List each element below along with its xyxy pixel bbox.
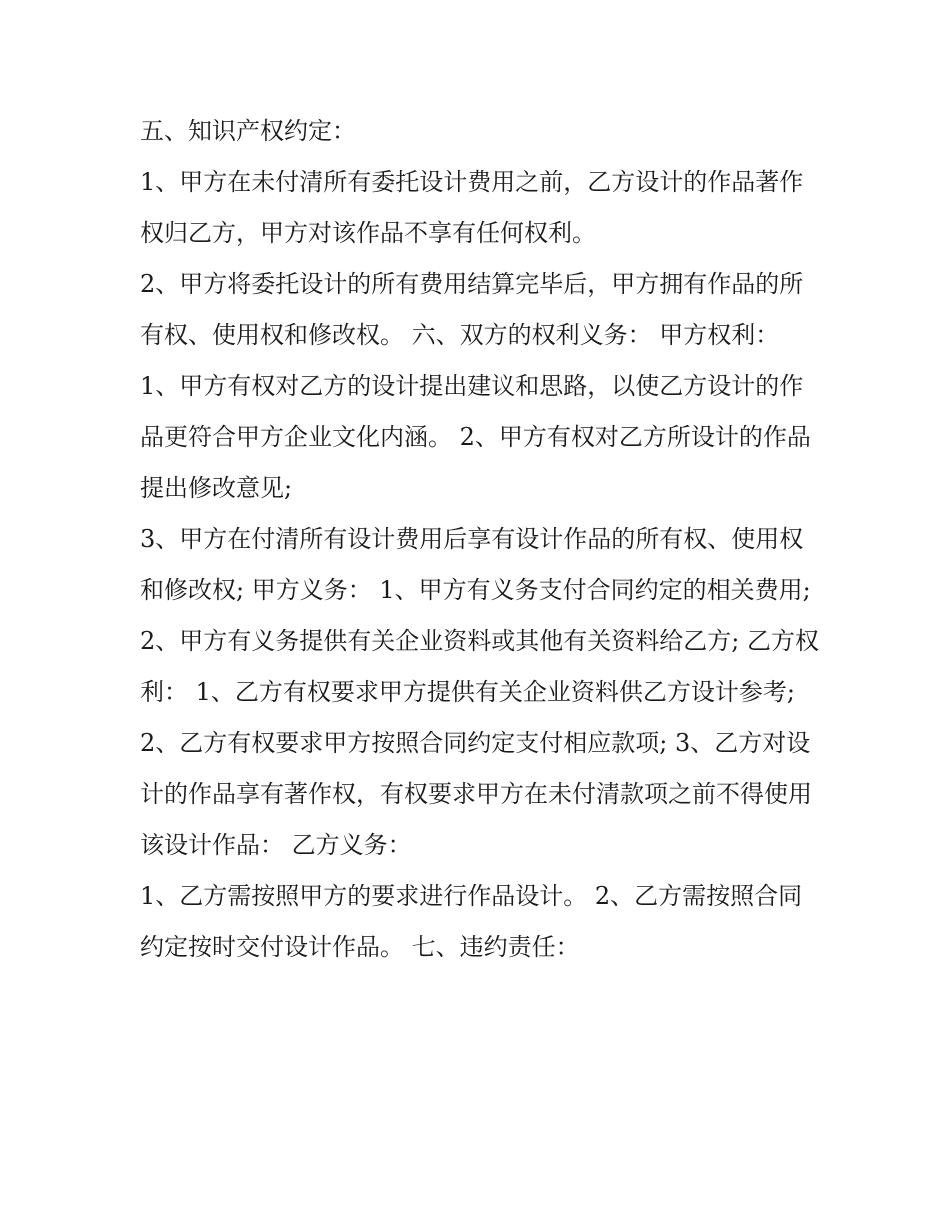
clause-paragraph: 2、甲方将委托设计的所有费用结算完毕后，甲方拥有作品的所有权、使用权和修改权。 六、双方的权利义务： 甲方权利： [140,270,804,349]
clause-paragraph: 3、甲方在付清所有设计费用后享有设计作品的所有权、使用权和修改权; 甲方义务： 1、甲方有义务支付合同约定的相关费用; [140,525,811,604]
section-heading-ip: 五、知识产权约定： [140,117,356,145]
clause-paragraph: 1、乙方需按照甲方的要求进行作品设计。 2、乙方需按照合同约定按时交付设计作品。 七、违约责任： [140,882,803,961]
clause-paragraph: 2、乙方有权要求甲方按照合同约定支付相应款项; 3、乙方对设计的作品享有著作权，有权要求甲方在未付清款项之前不得使用该设计作品： 乙方义务： [140,729,812,859]
clause-paragraph: 1、甲方有权对乙方的设计提出建议和思路，以使乙方设计的作品更符合甲方企业文化内涵。 2、甲方有权对乙方所设计的作品提出修改意见; [140,372,811,502]
clause-paragraph: 1、甲方在未付清所有委托设计费用之前，乙方设计的作品著作权归乙方，甲方对该作品不享有任何权利。 [140,168,804,247]
document-body [140,106,820,973]
clause-paragraph: 2、甲方有义务提供有关企业资料或其他有关资料给乙方; 乙方权利： 1、乙方有权要求甲方提供有关企业资料供乙方设计参考; [140,627,819,706]
